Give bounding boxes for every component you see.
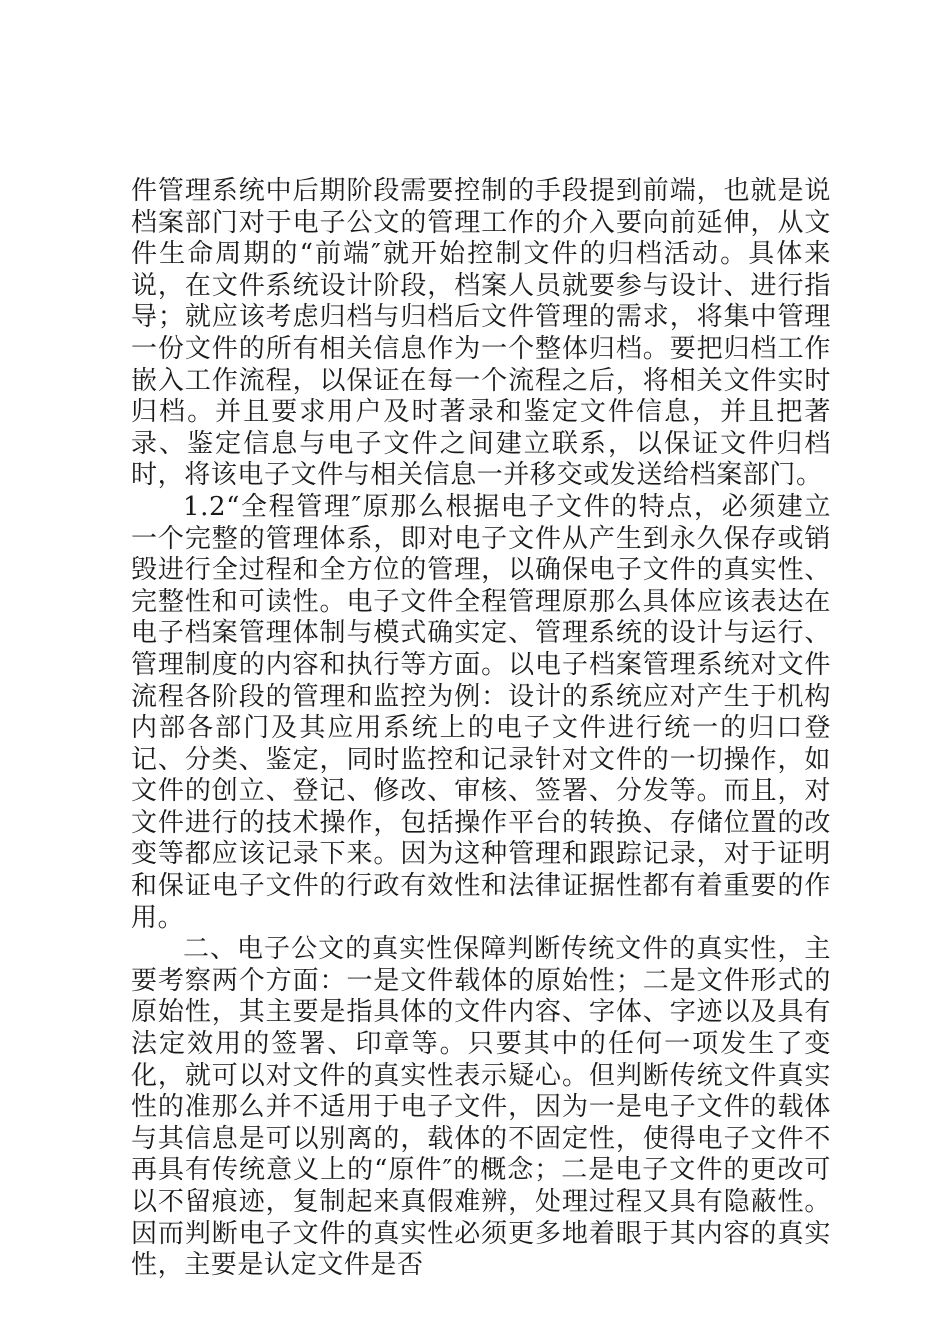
body-text	[131, 176, 831, 1282]
paragraph-1: 件管理系统中后期阶段需要控制的手段提到前端，也就是说档案部门对于电子公文的管理工作的介入要向前延伸，从文件生命周期的“前端″就开始控制文件的归档活动。具体来说，在文件系统设计阶段，档案人员就要参与设计、进行指导；就应该考虑归档与归档后文件管理的需求，将集中管理一份文件的所有相关信息作为一个整体归档。要把归档工作嵌入工作流程，以保证在每一个流程之后，将相关文件实时归档。并且要求用户及时著录和鉴定文件信息，并且把著录、鉴定信息与电子文件之间建立联系，以保证文件归档时，将该电子文件与相关信息一并移交或发送给档案部门。	[131, 176, 831, 491]
paragraph-2: 1.2“全程管理″原那么根据电子文件的特点，必须建立一个完整的管理体系，即对电子文件从产生到永久保存或销毁进行全过程和全方位的管理，以确保电子文件的真实性、完整性和可读性。电子文件全程管理原那么具体应该表达在电子档案管理体制与模式确实定、管理系统的设计与运行、管理制度的内容和执行等方面。以电子档案管理系统对文件流程各阶段的管理和监控为例：设计的系统应对产生于机构内部各部门及其应用系统上的电子文件进行统一的归口登记、分类、鉴定，同时监控和记录针对文件的一切操作，如文件的创立、登记、修改、审核、签署、分发等。而且，对文件进行的技术操作，包括操作平台的转换、存储位置的改变等都应该记录下来。因为这种管理和跟踪记录，对于证明和保证电子文件的行政有效性和法律证据性都有着重要的作用。	[131, 491, 831, 933]
paragraph-3: 二、电子公文的真实性保障判断传统文件的真实性，主要考察两个方面：一是文件载体的原始性；二是文件形式的原始性，其主要是指具体的文件内容、字体、字迹以及具有法定效用的签署、印章等。只要其中的任何一项发生了变化，就可以对文件的真实性表示疑心。但判断传统文件真实性的准那么并不适用于电子文件，因为一是电子文件的载体与其信息是可以别离的，载体的不固定性，使得电子文件不再具有传统意义上的“原件″的概念；二是电子文件的更改可以不留痕迹，复制起来真假难辨，处理过程又具有隐蔽性。因而判断电子文件的真实性必须更多地着眼于其内容的真实性，主要是认定文件是否	[131, 934, 831, 1281]
